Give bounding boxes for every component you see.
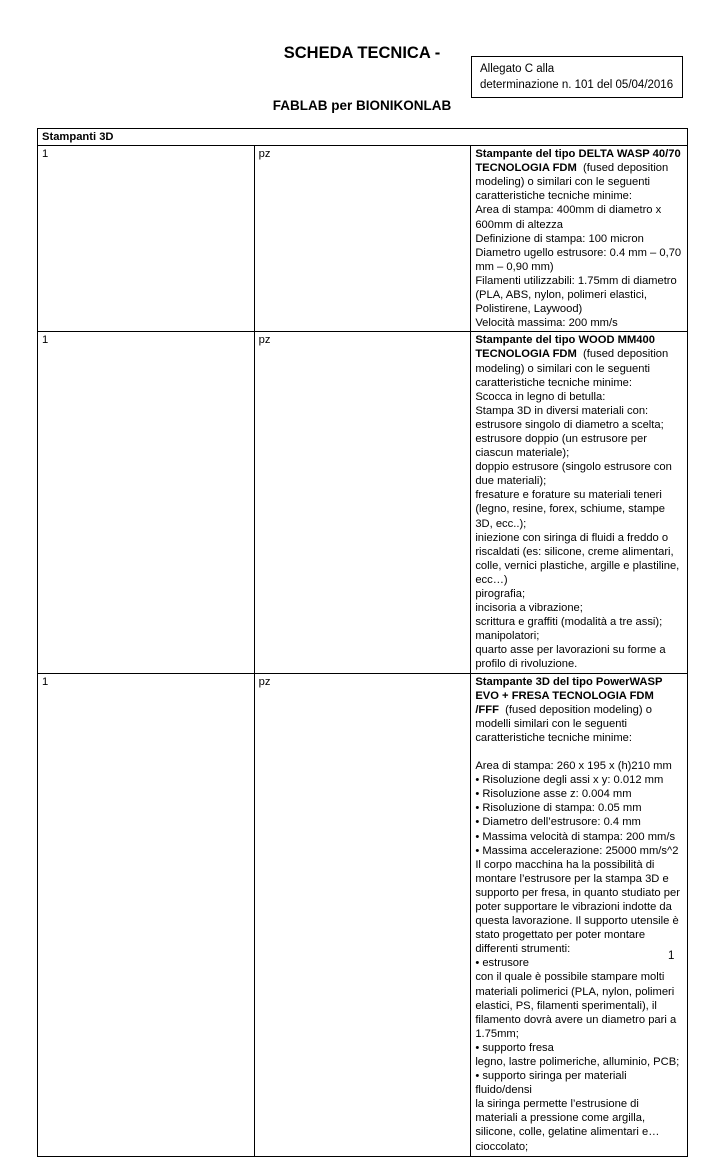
spec-table	[37, 128, 688, 1157]
spec-line: incisoria a vibrazione;	[475, 602, 583, 615]
spec-line: quarto asse per lavorazioni su forme a profilo di rivoluzione.	[475, 644, 666, 671]
section-row	[38, 129, 688, 146]
spec-line: Scocca in legno di betulla:	[475, 390, 606, 403]
spec-line: • supporto fresa	[475, 1041, 554, 1054]
spec-line: • Risoluzione di stampa: 0.05 mm	[475, 802, 642, 815]
spec-line: • Massima accelerazione: 25000 mm/s^2	[475, 844, 679, 857]
item-description	[471, 146, 688, 332]
item-heading	[475, 333, 683, 389]
item-name: Stampante 3D del tipo PowerWASP EVO + FRESA TECNOLOGIA FDM /FFF	[475, 675, 663, 716]
item-intro: (fused deposition modeling) o similari con le seguenti caratteristiche tecniche minime:	[475, 162, 669, 203]
spec-line: manipolatori;	[475, 630, 540, 643]
spec-line: Definizione di stampa: 100 micron	[475, 232, 644, 245]
spec-line: Area di stampa: 400mm di diametro x 600mm di altezza	[475, 204, 662, 231]
item-description	[471, 673, 688, 1156]
item-heading	[475, 675, 683, 745]
item-heading	[475, 147, 683, 203]
spec-line: con il quale è possibile stampare molti materiali polimerici (PLA, nylon, polimeri elastici, PS, filamenti sperimentali), il filamento dovrà avere un diametro pari a 1.75mm;	[475, 971, 677, 1040]
spec-line: Velocità massima: 200 mm/s	[475, 317, 618, 330]
item-name: Stampante del tipo DELTA WASP 40/70 TECNOLOGIA FDM	[475, 148, 681, 175]
item-description	[471, 332, 688, 673]
spec-line: scrittura e graffiti (modalità a tre assi);	[475, 616, 663, 629]
item-quantity: 1	[38, 332, 255, 673]
spec-line: • Massima velocità di stampa: 200 mm/s	[475, 830, 676, 843]
spec-line: Diametro ugello estrusore: 0.4 mm – 0,70 mm – 0,90 mm)	[475, 246, 682, 273]
document-subtitle: FABLAB per BIONIKONLAB	[272, 98, 452, 113]
table-row	[38, 146, 688, 332]
blank-line	[475, 745, 683, 759]
section-title: Stampanti 3D	[38, 129, 688, 146]
allegato-box	[471, 56, 683, 98]
item-quantity: 1	[38, 146, 255, 332]
allegato-line-2: determinazione n. 101 del 05/04/2016	[480, 79, 674, 91]
item-unit: pz	[254, 673, 471, 1156]
item-intro: (fused deposition modeling) o modelli similari con le seguenti caratteristiche tecniche minime:	[475, 703, 652, 744]
table-row	[38, 332, 688, 673]
spec-line: Il corpo macchina ha la possibilità di montare l’estrusore per la stampa 3D e supporto per fresa, in quanto studiato per poter supportare le vibrazioni indotte da questa lavorazione. Il supporto utensile è stato progettato per poter montare differenti strumenti:	[475, 858, 680, 956]
spec-line: • Risoluzione degli assi x y: 0.012 mm	[475, 774, 664, 787]
spec-line: • Diametro dell’estrusore: 0.4 mm	[475, 816, 641, 829]
document-title: SCHEDA TECNICA -	[283, 44, 441, 62]
spec-line: fresature e forature su materiali teneri (legno, resine, forex, schiume, stampe 3D, ecc..);	[475, 489, 665, 530]
spec-line: legno, lastre polimeriche, alluminio, PCB;	[475, 1056, 680, 1068]
spec-line: Stampa 3D in diversi materiali con:	[475, 404, 649, 417]
item-quantity: 1	[38, 673, 255, 1156]
spec-line: pirografia;	[475, 588, 526, 600]
spec-line: doppio estrusore (singolo estrusore con due materiali);	[475, 461, 672, 488]
spec-line: iniezione con siringa di fluidi a freddo o riscaldati (es: silicone, creme alimentari, colle, vernici plastiche, argille e plastiline, ecc…)	[475, 531, 680, 586]
spec-line: la siringa permette l’estrusione di materiali a pressione come argilla, silicone, colle, gelatine alimentari e… cioccolato;	[475, 1098, 660, 1153]
table-row	[38, 673, 688, 1156]
item-unit: pz	[254, 332, 471, 673]
page-number: 1	[668, 950, 675, 962]
item-intro: (fused deposition modeling) o similari con le seguenti caratteristiche tecniche minime:	[475, 348, 669, 389]
item-name: Stampante del tipo WOOD MM400 TECNOLOGIA FDM	[475, 334, 655, 361]
spec-line: • supporto siringa per materiali fluido/densi	[475, 1070, 627, 1097]
spec-line: estrusore singolo di diametro a scelta;	[475, 418, 664, 431]
spec-line: • Risoluzione asse z: 0.004 mm	[475, 788, 632, 801]
spec-line: • estrusore	[475, 957, 529, 970]
spec-line: Area di stampa: 260 x 195 x (h)210 mm	[475, 760, 672, 773]
allegato-line-1: Allegato C alla	[480, 63, 555, 75]
spec-line: Filamenti utilizzabili: 1.75mm di diametro (PLA, ABS, nylon, polimeri elastici, Polistirene, Laywood)	[475, 274, 677, 316]
item-unit: pz	[254, 146, 471, 332]
spec-line: estrusore doppio (un estrusore per ciascun materiale);	[475, 432, 647, 460]
